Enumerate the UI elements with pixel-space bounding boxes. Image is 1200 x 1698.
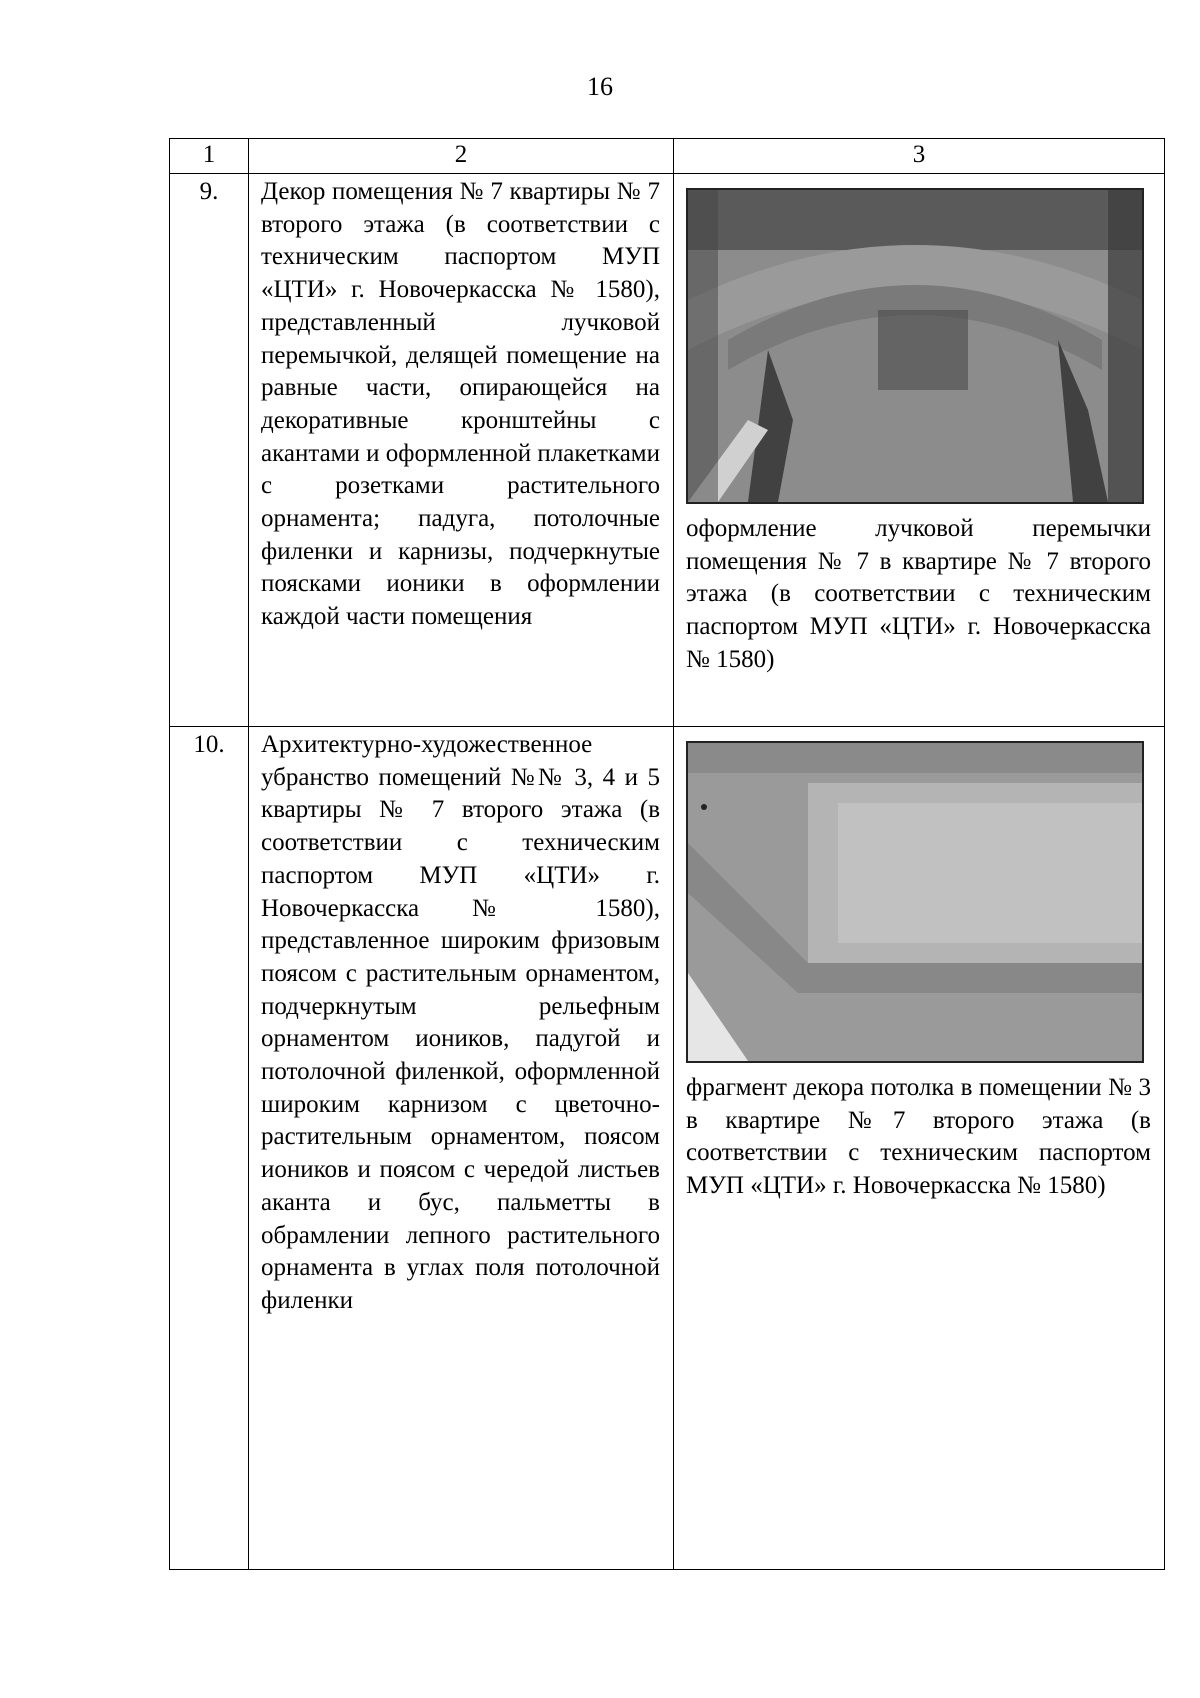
ceiling-fragment-photo [686,741,1144,1063]
row-photo-cell [674,174,1165,727]
header-col-3: 3 [674,139,1165,174]
ceiling-arch-photo [686,188,1144,504]
table-header-row [170,139,1165,174]
caption-text: оформление лучковой перемычки помещения № 7 в квартире № 7 второго этажа (в соответствии с техническим паспортом МУП «ЦТИ» г. Новочеркасска № 1580) [686,515,1151,673]
description-text: Архитектурно-художественное убранство помещений №№ 3, 4 и 5 квартиры № 7 второго этажа (в соответствии с техническим паспортом МУП «ЦТИ» г. Новочеркасска № 1580), представленное широким фризовым поясом с растительным орнаментом, подчеркнутым рельефным орнаментом иоников, падугой и потолочной филенкой, оформленной широким карнизом с цветочно-растительным орнаментом, поясом иоников и поясом с чередой листьев аканта и бус, пальметты в обрамлении лепного растительного орнамента в углах поля потолочной филенки [261,731,660,1314]
page-number: 16 [587,72,613,101]
caption-text: фрагмент декора потолка в помещении № 3 в квартире №7 второго этажа (в соответствии с техническим паспортом МУП «ЦТИ» г. Новочеркасска № 1580) [686,1074,1151,1200]
row-number: 9. [170,174,249,727]
row-number: 10. [170,727,249,1570]
row-description [249,174,674,727]
photo-caption [686,1072,1151,1203]
header-col-1: 1 [170,139,249,174]
header-col-2: 2 [249,139,674,174]
photo-caption [686,513,1151,677]
row-description [249,727,674,1570]
table-row [170,727,1165,1570]
row-photo-cell [674,727,1165,1570]
table-row [170,174,1165,727]
description-text: Декор помещения № 7 квартиры № 7 второго этажа (в соответствии с техническим паспортом МУП «ЦТИ» г. Новочеркасска № 1580), представленный лучковой перемычкой, делящей помещение на равные части, опирающейся на декоративные кронштейны с акантами и оформленной плакетками с розетками растительного орнамента; падуга, потолочные филенки и карнизы, подчеркнутые поясками ионики в оформлении каждой части помещения [261,178,660,631]
heritage-table [169,138,1165,1570]
